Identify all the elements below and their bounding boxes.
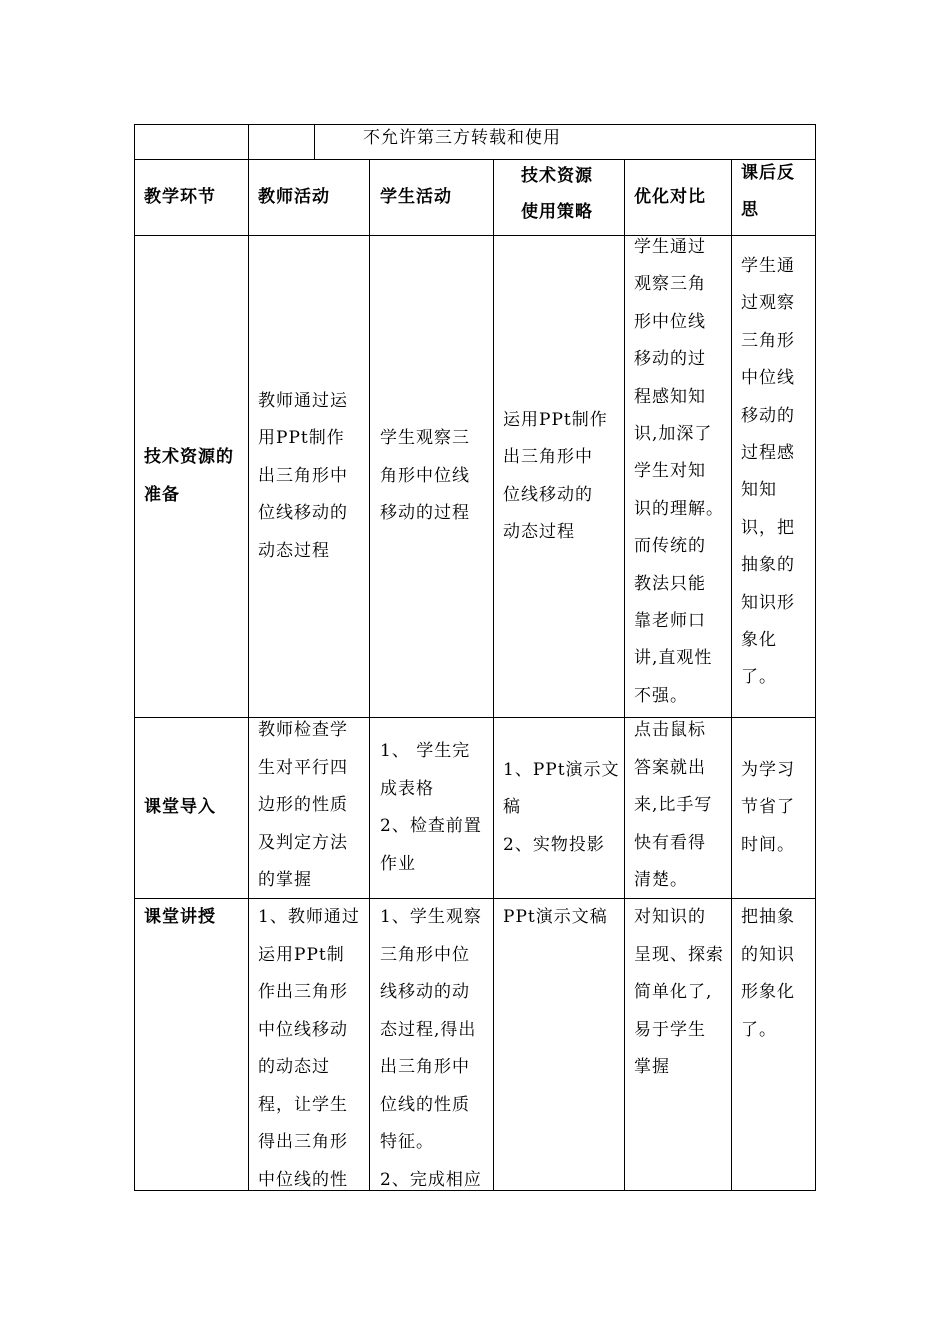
row-1-stage: 技术资源的 准备 xyxy=(144,447,234,505)
row-1-compare: 学生通过 观察三角 形中位线 移动的过 程感知知 识,加深了 学生对知 识的理解。 而传统的 教法只能 靠老师口 讲,直观性 不强。 xyxy=(634,237,724,706)
copyright-notice: 不允许第三方转载和使用 xyxy=(363,128,561,148)
row-3-student: 1、学生观察 三角形中位 线移动的动 态过程,得出 出三角形中 位线的性质 特征。 2、完成相应 xyxy=(380,907,482,1190)
header-teacher: 教师活动 xyxy=(258,186,330,207)
header-reflection: 课后反 思 xyxy=(741,163,795,220)
row-3-stage: 课堂讲授 xyxy=(144,907,216,927)
row-1-student: 学生观察三 角形中位线 移动的过程 xyxy=(380,428,470,524)
row-1-reflection: 学生通 过观察 三角形 中位线 移动的 过程感 知知 识，把 抽象的 知识形 象化 了。 xyxy=(741,256,795,688)
row-2-teacher: 教师检查学 生对平行四 边形的性质 及判定方法 的掌握 xyxy=(258,720,348,890)
header-student: 学生活动 xyxy=(380,186,452,207)
row-2-reflection: 为学习 节省了 时间。 xyxy=(741,759,795,855)
row-2-tech: 1、PPt演示文 稿 2、实物投影 xyxy=(503,759,620,855)
row-2-student: 1、 学生完 成表格 2、检查前置 作业 xyxy=(380,741,482,874)
row-3-reflection: 把抽象 的知识 形象化 了。 xyxy=(741,907,795,1040)
row-1-tech: 运用PPt制作 出三角形中 位线移动的 动态过程 xyxy=(503,409,608,542)
row-3-compare: 对知识的 呈现、探索 简单化了, 易于学生 掌握 xyxy=(634,907,724,1077)
header-tech: 技术资源 使用策略 xyxy=(521,166,593,222)
header-compare: 优化对比 xyxy=(634,186,706,207)
row-2-compare: 点击鼠标 答案就出 来,比手写 快有看得 清楚。 xyxy=(634,720,713,890)
row-3-tech: PPt演示文稿 xyxy=(503,907,608,927)
header-stage: 教学环节 xyxy=(144,186,216,207)
row-2-stage: 课堂导入 xyxy=(144,797,216,818)
row-1-teacher: 教师通过运 用PPt制作 出三角形中 位线移动的 动态过程 xyxy=(258,390,348,561)
row-3-teacher: 1、教师通过 运用PPt制 作出三角形 中位线移动 的动态过 程，让学生 得出三角形 中位线的性 xyxy=(258,907,360,1190)
